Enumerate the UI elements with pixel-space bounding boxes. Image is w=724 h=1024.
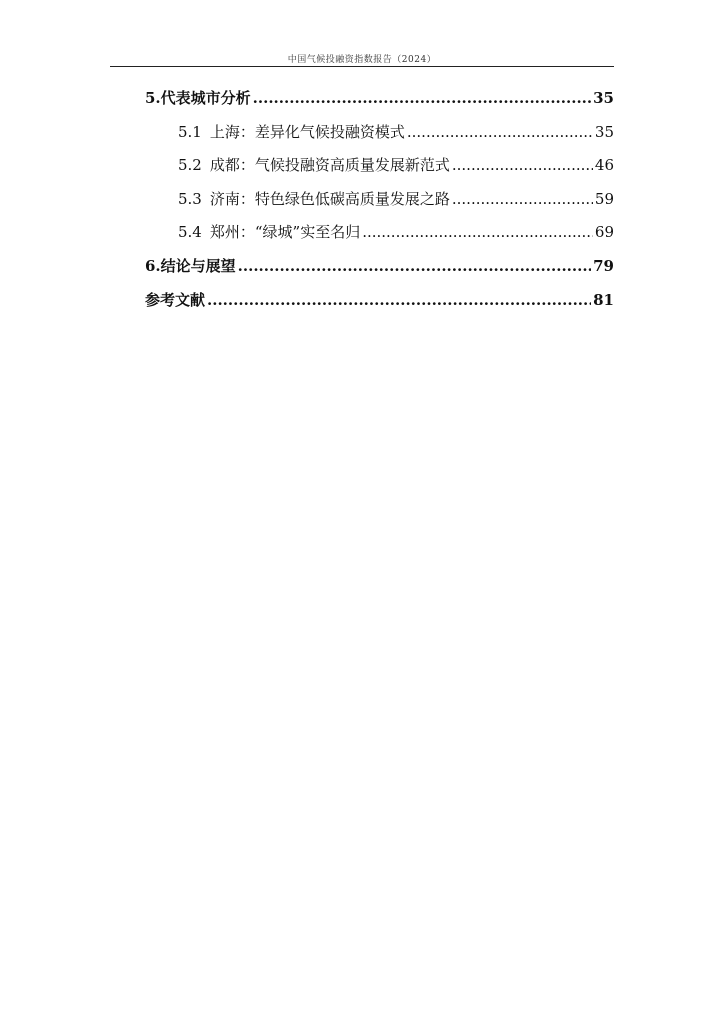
toc-entry-chapter-5[interactable]	[145, 87, 614, 121]
toc-entry-text: 上海：差异化气候投融资模式	[209, 122, 405, 141]
toc-entry-title	[178, 221, 360, 243]
toc-dot-leader	[452, 188, 593, 210]
toc-entry-page: 35	[594, 122, 614, 141]
toc-entry-number: 5.2	[178, 156, 202, 175]
toc-entry-title	[178, 121, 405, 143]
toc-dot-leader	[407, 121, 593, 143]
toc-dot-leader	[238, 255, 591, 277]
toc-entry-page: 79	[593, 256, 614, 275]
toc-entry-references[interactable]	[145, 289, 614, 323]
header-rule	[110, 66, 614, 67]
toc-entry-number: 5.3	[178, 189, 202, 208]
toc-entry-section-5-2[interactable]	[145, 154, 614, 188]
toc-entry-page: 59	[594, 189, 614, 208]
toc-entry-page: 69	[594, 223, 614, 242]
toc-dot-leader	[207, 289, 591, 311]
toc-entry-number: 5.4	[178, 223, 202, 242]
toc-entry-chapter-6[interactable]	[145, 255, 614, 289]
toc-entry-text: 济南：特色绿色低碳高质量发展之路	[209, 189, 450, 208]
toc-dot-leader	[362, 221, 593, 243]
table-of-contents	[145, 87, 614, 322]
toc-entry-title: 6.结论与展望	[145, 256, 236, 275]
toc-entry-title	[178, 154, 450, 176]
toc-entry-section-5-3[interactable]	[145, 188, 614, 222]
toc-entry-number: 5.1	[178, 122, 202, 141]
toc-entry-section-5-1[interactable]	[145, 121, 614, 155]
toc-entry-title: 5.代表城市分析	[145, 89, 251, 107]
toc-entry-title	[178, 188, 450, 210]
toc-dot-leader	[452, 154, 593, 176]
toc-dot-leader	[253, 87, 591, 109]
toc-entry-page: 35	[593, 89, 614, 107]
toc-entry-page: 81	[593, 290, 614, 309]
toc-entry-text: 成都：气候投融资高质量发展新范式	[209, 156, 450, 175]
toc-entry-title: 参考文献	[145, 290, 206, 309]
toc-entry-page: 46	[594, 156, 614, 175]
toc-entry-text: 郑州：“绿城”实至名归	[209, 223, 361, 242]
page-header: 中国气候投融资指数报告（2024）	[287, 55, 437, 65]
toc-entry-section-5-4[interactable]	[145, 221, 614, 255]
